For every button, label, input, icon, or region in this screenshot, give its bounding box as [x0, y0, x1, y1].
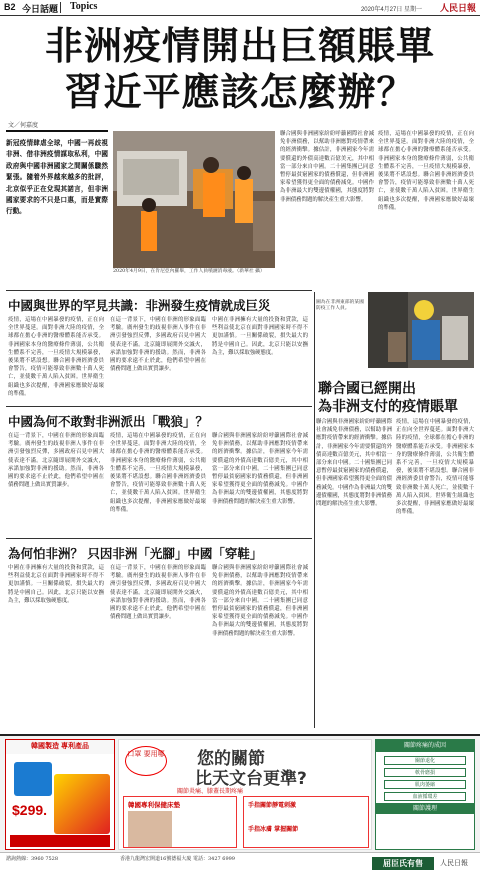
- ad-mid-box2-title: 手指關節靜電刺激: [248, 802, 297, 809]
- headline-line-1: 非洲疫情開出巨額賬單: [44, 24, 435, 68]
- ad-right-panel[interactable]: [375, 739, 475, 850]
- footer-address: 香港九龍灣宏開道16號德福大廈 電話：3427 6999: [120, 856, 235, 862]
- ad-mid-tagline: 關節炎痛、膝蓋長期疼痛: [177, 788, 244, 795]
- ad-mid-question-2: 比天文台更準?: [195, 769, 307, 789]
- article4-col-b: [396, 418, 474, 728]
- ad-right-option-1[interactable]: 關節退化: [384, 756, 466, 765]
- ad-mid-box1-title: 韓國專利保健床墊: [128, 801, 180, 809]
- ad-right-option-2[interactable]: 軟骨磨損: [384, 768, 466, 777]
- ad-left-badge: [14, 762, 52, 796]
- article-column-2: [378, 130, 474, 277]
- ad-left-product-image: [54, 774, 110, 834]
- article2-col-c: [212, 432, 308, 534]
- article-column-2-text: 疫情，這場在中國暴發的疫情，正在向全世界蔓延。面對非洲大陸的疫情，全球都在擔心非洲的醫療體系能否承受。非洲國家本身的醫療條件薄弱，公共衛生體系不完善，一旦疫情大規模暴發，後果將不堪設想。聯合國非洲經濟委員會警告，疫情可能導致非洲數十萬人死亡，並使數千萬人陷入貧困。世界衛生組織也多次提醒，非洲國家應做好最壞的準備。: [378, 131, 474, 211]
- article1-text-c: 中國在非洲擁有大量的投資和貸款，這些利益使北京在面對非洲國家時不得不更加謹慎。一旦關係破裂，損失最大的將是中國自己。因此，北京只能以安撫為主，難以採取強硬態度。: [212, 317, 308, 356]
- ad-mid-product-box-1[interactable]: [123, 796, 237, 848]
- article4-text-a: 聯合國與非洲國家紛紛呼籲國際社會減免非洲債務，以幫助非洲應對疫情帶來的經濟衝擊。據估計，非洲國家今年需要償還的外債高達數百億美元，其中相當一部分來自中國。二十國集團已同意暫停最貧窮國家的債務償還，但非洲國家希望獲得更全面的債務減免。中國作為非洲最大的雙邊債權國，其態度將對非洲債務問題的解決產生重大影響。: [316, 419, 392, 508]
- article3-col-a: [8, 564, 104, 728]
- article2-text-b: 疫情，這場在中國暴發的疫情，正在向全世界蔓延。面對非洲大陸的疫情，全球都在擔心非洲的醫療體系能否承受。非洲國家本身的醫療條件薄弱，公共衛生體系不完善，一旦疫情大規模暴發，後果將不堪設想。聯合國非洲經濟委員會警告，疫情可能導致非洲數十萬人死亡，並使數千萬人陷入貧困。世界衛生組織也多次提醒，非洲國家應做好最壞的準備。: [110, 433, 206, 513]
- issue-date: 2020年4月27日 星期一: [360, 7, 422, 13]
- article3-col-c: [212, 564, 308, 728]
- article2-title: 中國為何不敢對非洲派出「戰狼」？: [8, 414, 209, 429]
- ad-mid-product-box-2[interactable]: [243, 796, 369, 848]
- article4-title-line2: 為非洲支付的疫情賬單: [318, 399, 458, 415]
- ad-right-option-4[interactable]: 血液循環差: [384, 792, 466, 801]
- section-name: 今日話題: [22, 4, 59, 14]
- article2-col-b: [110, 432, 206, 534]
- article1-col-a: [8, 316, 104, 402]
- headline-line-2: 習近平應該怎麼辦？: [64, 70, 416, 114]
- article1-col-c: [212, 316, 308, 402]
- article-column-1-text: 聯合國與非洲國家紛紛呼籲國際社會減免非洲債務，以幫助非洲應對疫情帶來的經濟衝擊。據估計，非洲國家今年需要償還的外債高達數百億美元，其中相當一部分來自中國。二十國集團已同意暫停最貧窮國家的債務償還，但非洲國家希望獲得更全面的債務減免。中國作為非洲最大的雙邊債權國，其態度將對非洲債務問題的解決產生重大影響。: [280, 131, 374, 203]
- lead-paragraph: [6, 130, 108, 278]
- article3-text-a: 中國在非洲擁有大量的投資和貸款，這些利益使北京在面對非洲國家時不得不更加謹慎。一旦關係破裂，損失最大的將是中國自己。因此，北京只能以安撫為主，難以採取強硬態度。: [8, 565, 104, 604]
- side-photo-image: [368, 292, 474, 368]
- section-rule-2: [6, 406, 312, 407]
- footer-hotline: 諮詢熱線：3960 7528: [6, 856, 59, 862]
- ad-right-title-2: 關節護理: [376, 803, 474, 814]
- page-number: B2: [4, 2, 16, 12]
- article2-col-a: [8, 432, 104, 534]
- ad-left-brand: 韓國製造 專利產品: [6, 740, 114, 754]
- masthead-logo: 人民日報: [439, 3, 476, 13]
- article2-text-a: 在這一背景下，中國在非洲的形象面臨考驗。廣州發生的歧視非洲人事件在非洲引發強烈反彈，多國政府召見中國大使表達不滿。北京隨即展開外交滅火，承諾加強對非洲的援助。然而，非洲各國的要求遠不止於此，他們希望中國在債務問題上做出實質讓步。: [8, 433, 104, 489]
- article3-text-b: 在這一背景下，中國在非洲的形象面臨考驗。廣州發生的歧視非洲人事件在非洲引發強烈反彈，多國政府召見中國大使表達不滿。北京隨即展開外交滅火，承諾加強對非洲的援助。然而，非洲各國的要求遠不止於此，他們希望中國在債務問題上做出實質讓步。: [110, 565, 206, 621]
- main-photo: [113, 131, 275, 268]
- lead-text: 新冠疫情肆虐全球，中國一再歧視非洲、借非洲疫情謀取私利，中國政府與中國非洲國家之間關係驟然緊張。隨着外界越來越多的批評，北京似乎正在兌現其諾言，但非洲國家要求的不只是口惠，而是實際行動。: [6, 139, 108, 216]
- footer-retailer-button[interactable]: 屈臣氏有售: [372, 857, 434, 870]
- column-divider: [314, 292, 315, 728]
- ad-mid-question-1: 您的關節: [197, 749, 265, 769]
- ad-right-title: 關節疼痛的成因: [376, 740, 474, 752]
- side-photo: [368, 292, 474, 368]
- article3-col-b: [110, 564, 206, 728]
- ad-right-option-3[interactable]: 肌肉萎縮: [384, 780, 466, 789]
- side-photo-caption: 圖為在非洲東部的某國防疫工作人員。: [316, 300, 364, 312]
- ad-mid-box2-title-2: 手指冰膚 掌握關節: [248, 826, 299, 833]
- article4-col-a: [316, 418, 392, 728]
- ad-middle-panel[interactable]: [118, 739, 372, 850]
- main-photo-image: [113, 131, 275, 268]
- ad-mid-badge: 口罩 要用哪: [125, 746, 167, 776]
- ad-mid-box1-image: [128, 811, 172, 847]
- article2-text-c: 聯合國與非洲國家紛紛呼籲國際社會減免非洲債務，以幫助非洲應對疫情帶來的經濟衝擊。據估計，非洲國家今年需要償還的外債高達數百億美元，其中相當一部分來自中國。二十國集團已同意暫停最貧窮國家的債務償還，但非洲國家希望獲得更全面的債務減免。中國作為非洲最大的雙邊債權國，其態度將對非洲債務問題的解決產生重大影響。: [212, 433, 308, 505]
- header-divider: [60, 2, 61, 13]
- ad-left-panel[interactable]: [5, 739, 115, 850]
- article3-text-c: 聯合國與非洲國家紛紛呼籲國際社會減免非洲債務，以幫助非洲應對疫情帶來的經濟衝擊。據估計，非洲國家今年需要償還的外債高達數百億美元，其中相當一部分來自中國。二十國集團已同意暫停最貧窮國家的債務償還，但非洲國家希望獲得更全面的債務減免。中國作為非洲最大的雙邊債權國，其態度將對非洲債務問題的解決產生重大影響。: [212, 565, 308, 637]
- footer-logo: 人民日報: [440, 859, 468, 867]
- byline: 文／何嘉度: [8, 122, 39, 129]
- ad-left-cta-bar[interactable]: [10, 835, 110, 847]
- article1-text-a: 疫情，這場在中國暴發的疫情，正在向全世界蔓延。面對非洲大陸的疫情，全球都在擔心非洲的醫療體系能否承受。非洲國家本身的醫療條件薄弱，公共衛生體系不完善，一旦疫情大規模暴發，後果將不堪設想。聯合國非洲經濟委員會警告，疫情可能導致非洲數十萬人死亡，並使數千萬人陷入貧困。世界衛生組織也多次提醒，非洲國家應做好最壞的準備。: [8, 317, 104, 397]
- article4-text-b: 疫情，這場在中國暴發的疫情，正在向全世界蔓延。面對非洲大陸的疫情，全球都在擔心非洲的醫療體系能否承受。非洲國家本身的醫療條件薄弱，公共衛生體系不完善，一旦疫情大規模暴發，後果將不堪設想。聯合國非洲經濟委員會警告，疫情可能導致非洲數十萬人死亡，並使數千萬人陷入貧困。世界衛生組織也多次提醒，非洲國家應做好最壞的準備。: [396, 419, 474, 516]
- article-column-1: [280, 130, 374, 277]
- main-photo-caption: 2020年4月9日，在肯尼亞內羅畢，工作人員噴灑消毒液。（新華社 攝）: [113, 269, 265, 274]
- page-header: [0, 0, 480, 16]
- section-rule-3: [6, 538, 312, 539]
- section-topics: Topics: [70, 1, 98, 12]
- ad-footer: [0, 852, 480, 873]
- article4-title: 聯合國已經開出: [318, 381, 416, 397]
- ad-left-price: $299.: [12, 802, 48, 818]
- article1-text-b: 在這一背景下，中國在非洲的形象面臨考驗。廣州發生的歧視非洲人事件在非洲引發強烈反彈，多國政府召見中國大使表達不滿。北京隨即展開外交滅火，承諾加強對非洲的援助。然而，非洲各國的要求遠不止於此，他們希望中國在債務問題上做出實質讓步。: [110, 317, 206, 373]
- article3-title: 為何怕非洲？ 只因非洲「光腳」中國「穿鞋」: [8, 546, 263, 561]
- article1-title: 中國與世界的罕見共識：非洲發生疫情就成巨災: [8, 298, 271, 313]
- section-rule-1: [6, 290, 312, 291]
- article1-col-b: [110, 316, 206, 402]
